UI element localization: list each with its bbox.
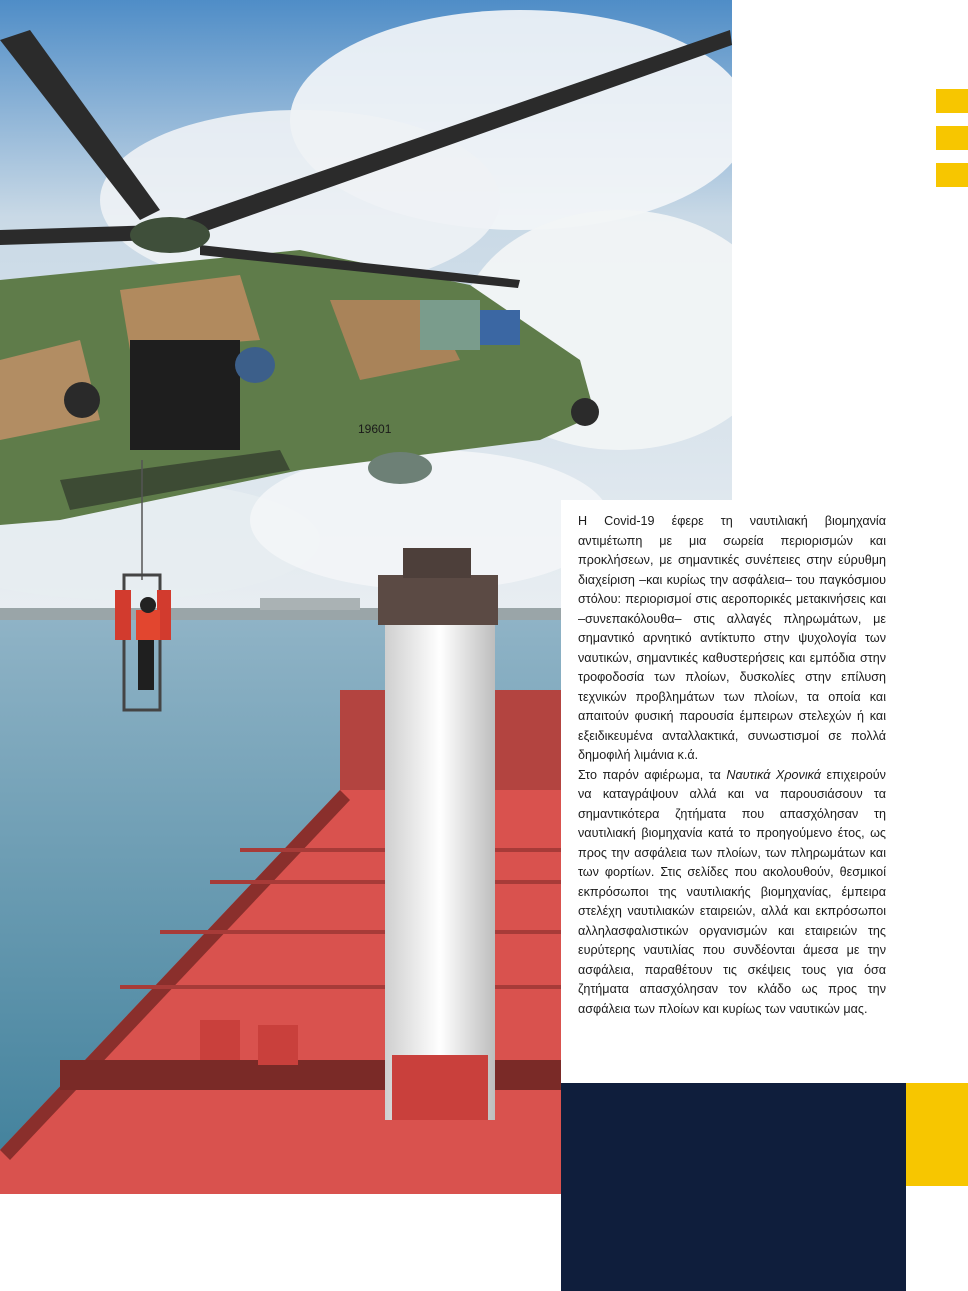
paragraph-2 [578, 766, 886, 1020]
yellow-square [936, 89, 968, 113]
paragraph-2-body: επιχειρούν να καταγράψουν αλλά και να παρουσιάσουν τα σημαντικότερα ζητήματα που απασχόλησαν τη ναυτιλιακή βιομηχανία κατά το προηγούμενο έτος, ως προς την ασφάλεια των πλοίων, των πληρωμάτων και των φορτίων. Στις σελίδες που ακολουθούν, θεσμικοί εκπρόσωποι της ναυτιλιακής βιομηχανίας, έμπειρα στελέχη ναυτιλιακών εταιρειών, αλλά και εκπρόσωποι αλληλασφαλιστικών οργανισμών και εταιρειών της ευρύτερης ναυτιλίας που συνδέονται άμεσα με την ασφάλεια, παραθέτουν τις σκέψεις τους για όσα ζητήματα απασχόλησαν τον κλάδο ως προς την ασφάλεια των πλοίων και κυρίως των ναυτικών μας. [578, 767, 886, 1016]
yellow-squares-ornament [936, 89, 968, 200]
photo-right-margin [732, 0, 968, 500]
paragraph-1: Η Covid-19 έφερε τη ναυτιλιακή βιομηχανία αντιμέτωπη με μια σωρεία περιορισμών και προκλήσεων, με σημαντικές συνέπειες στην εύρυθμη διαχείριση –και κυρίως την ασφάλεια– του παγκόσμιου στόλου: περιορισμοί στις αεροπορικές μετακινήσεις και –συνεπακόλουθα– στις αλλαγές πληρωμάτων, με σημαντικό αρνητικό αντίκτυπο στην ψυχολογία των ναυτικών, σημαντικές καθυστερήσεις και εμπόδια στην τροφοδοσία των πλοίων, δυσκολίες στην επίλυση τεχνικών προβλημάτων των πλοίων, τα οποία και απαιτούν φυσική παρουσία έμπειρων στελεχών ή και εξειδικευμένα ανταλλακτικά, συνωστισμοί σε πολλά δημοφιλή λιμάνια κ.ά. [578, 514, 886, 762]
yellow-square [936, 163, 968, 187]
article-body [578, 512, 886, 1019]
navy-color-block [561, 1083, 906, 1291]
publication-name: Ναυτικά Χρονικά [726, 767, 821, 782]
bottom-margin [0, 1194, 561, 1291]
svg-text:19601: 19601 [358, 422, 392, 436]
paragraph-2-intro: Στο παρόν αφιέρωμα, τα [578, 767, 727, 782]
yellow-color-block [906, 1083, 968, 1186]
yellow-square [936, 126, 968, 150]
